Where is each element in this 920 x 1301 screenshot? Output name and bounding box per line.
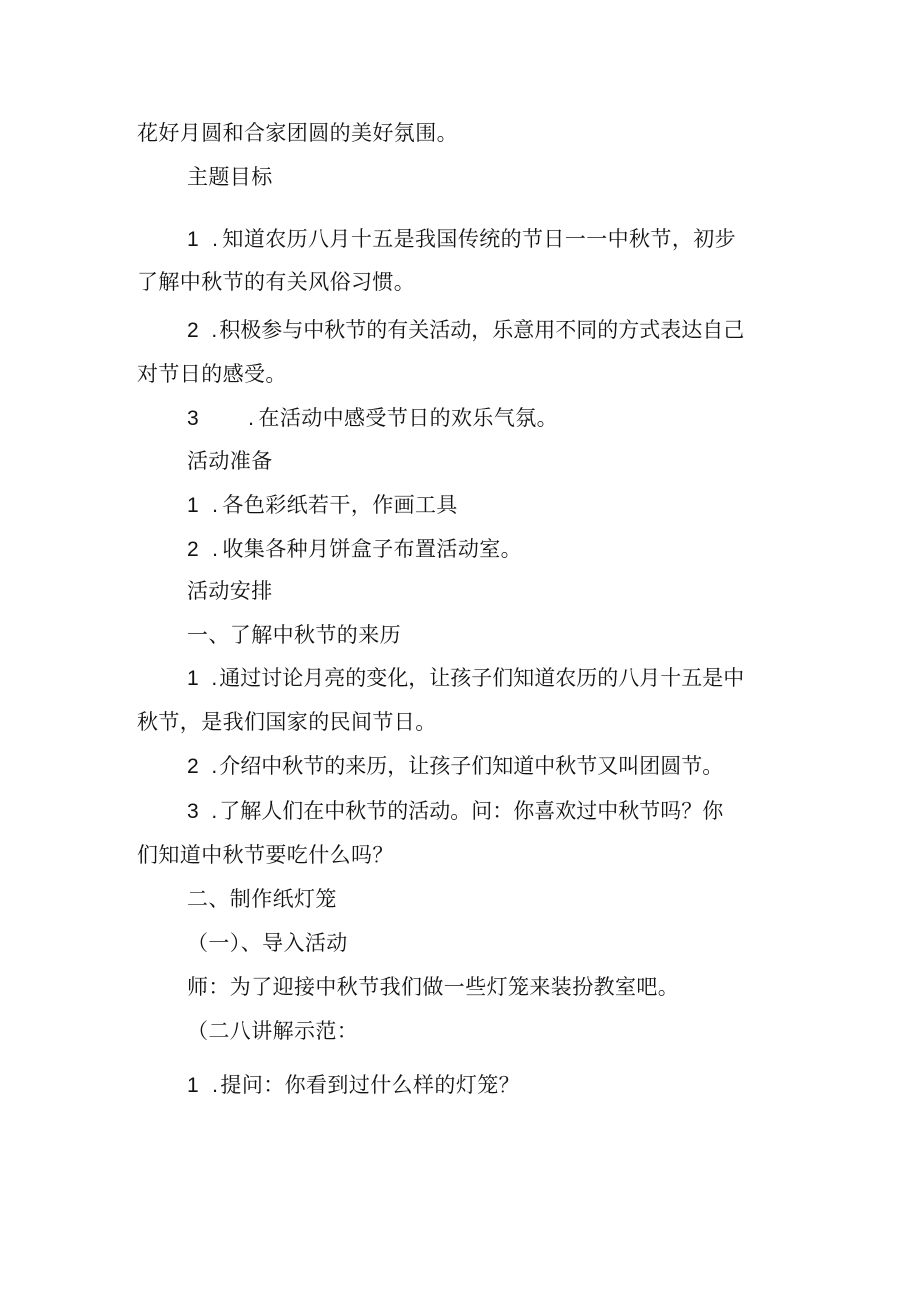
- text: 在活动中感受节日的欢乐气氛。: [258, 406, 559, 430]
- heading-text: 活动安排: [187, 579, 273, 603]
- text: 提问：你看到过什么样的灯笼？: [220, 1073, 521, 1097]
- item-number: 2: [187, 538, 200, 561]
- item-dot: .: [212, 228, 219, 251]
- item-number: 1: [187, 1074, 200, 1097]
- paragraph-line: [137, 120, 458, 146]
- subheading-lantern: [187, 886, 337, 912]
- demo-item-1: [187, 1072, 520, 1099]
- text: 秋节，是我们国家的民间节日。: [137, 710, 437, 734]
- arrangement-item-2: [187, 753, 723, 780]
- text: 积极参与中秋节的有关活动，乐意用不同的方式表达自己: [219, 318, 745, 342]
- paragraph-line: [137, 709, 437, 735]
- prep-item-2: [187, 536, 522, 563]
- section-heading-theme-goals: [187, 164, 273, 190]
- sub-subheading-demo: [187, 1018, 358, 1044]
- item-number: 1: [187, 494, 200, 517]
- item-number: 3: [187, 800, 199, 823]
- teacher-line: [187, 974, 679, 1000]
- item-dot: .: [211, 667, 218, 690]
- goal-item-3: [187, 405, 558, 432]
- section-heading-arrangement: [187, 578, 273, 604]
- heading-text: 主题目标: [187, 165, 273, 189]
- item-dot: .: [248, 407, 255, 430]
- item-dot: .: [211, 800, 218, 823]
- item-number: 3: [187, 407, 200, 430]
- text: 们知道中秋节要吃什么吗？: [137, 843, 394, 867]
- paragraph-line: [137, 842, 394, 868]
- text: 花好月圆和合家团圆的美好氛围。: [137, 121, 458, 145]
- item-dot: .: [212, 494, 219, 517]
- heading-text: （一）、导入活动: [187, 931, 348, 955]
- prep-item-1: [187, 492, 458, 519]
- item-number: 1: [187, 228, 200, 251]
- heading-text: 活动准备: [187, 449, 273, 473]
- text: 了解人们在中秋节的活动。问：你喜欢过中秋节吗？你: [219, 799, 724, 823]
- section-heading-preparation: [187, 448, 273, 474]
- text: 收集各种月饼盒子布置活动室。: [222, 537, 523, 561]
- heading-text: 一、了解中秋节的来历: [187, 623, 401, 647]
- sub-subheading-intro: [187, 930, 348, 956]
- heading-text: 二、制作纸灯笼: [187, 887, 337, 911]
- item-dot: .: [212, 1074, 219, 1097]
- arrangement-item-3: [187, 798, 723, 825]
- item-number: 2: [187, 755, 199, 778]
- item-number: 2: [187, 319, 199, 342]
- goal-item-1: [187, 226, 736, 253]
- goal-item-2: [187, 317, 744, 344]
- item-number: 1: [187, 667, 199, 690]
- item-dot: .: [211, 755, 218, 778]
- arrangement-item-1: [187, 665, 744, 692]
- text: 通过讨论月亮的变化，让孩子们知道农历的八月十五是中: [219, 666, 745, 690]
- subheading-history: [187, 622, 401, 648]
- text: 介绍中秋节的来历，让孩子们知道中秋节又叫团圆节。: [219, 754, 724, 778]
- heading-text: （二八讲解示范：: [187, 1019, 359, 1043]
- item-dot: .: [211, 319, 218, 342]
- paragraph-line: [137, 361, 287, 387]
- text: 对节日的感受。: [137, 362, 287, 386]
- paragraph-line: [137, 269, 415, 295]
- text: 师：为了迎接中秋节我们做一些灯笼来装扮教室吧。: [187, 975, 680, 999]
- item-dot: .: [212, 538, 219, 561]
- text: 知道农历八月十五是我国传统的节日一一中秋节，初步: [222, 227, 737, 251]
- text: 各色彩纸若干，作画工具: [222, 493, 458, 517]
- text: 了解中秋节的有关风俗习惯。: [137, 270, 416, 294]
